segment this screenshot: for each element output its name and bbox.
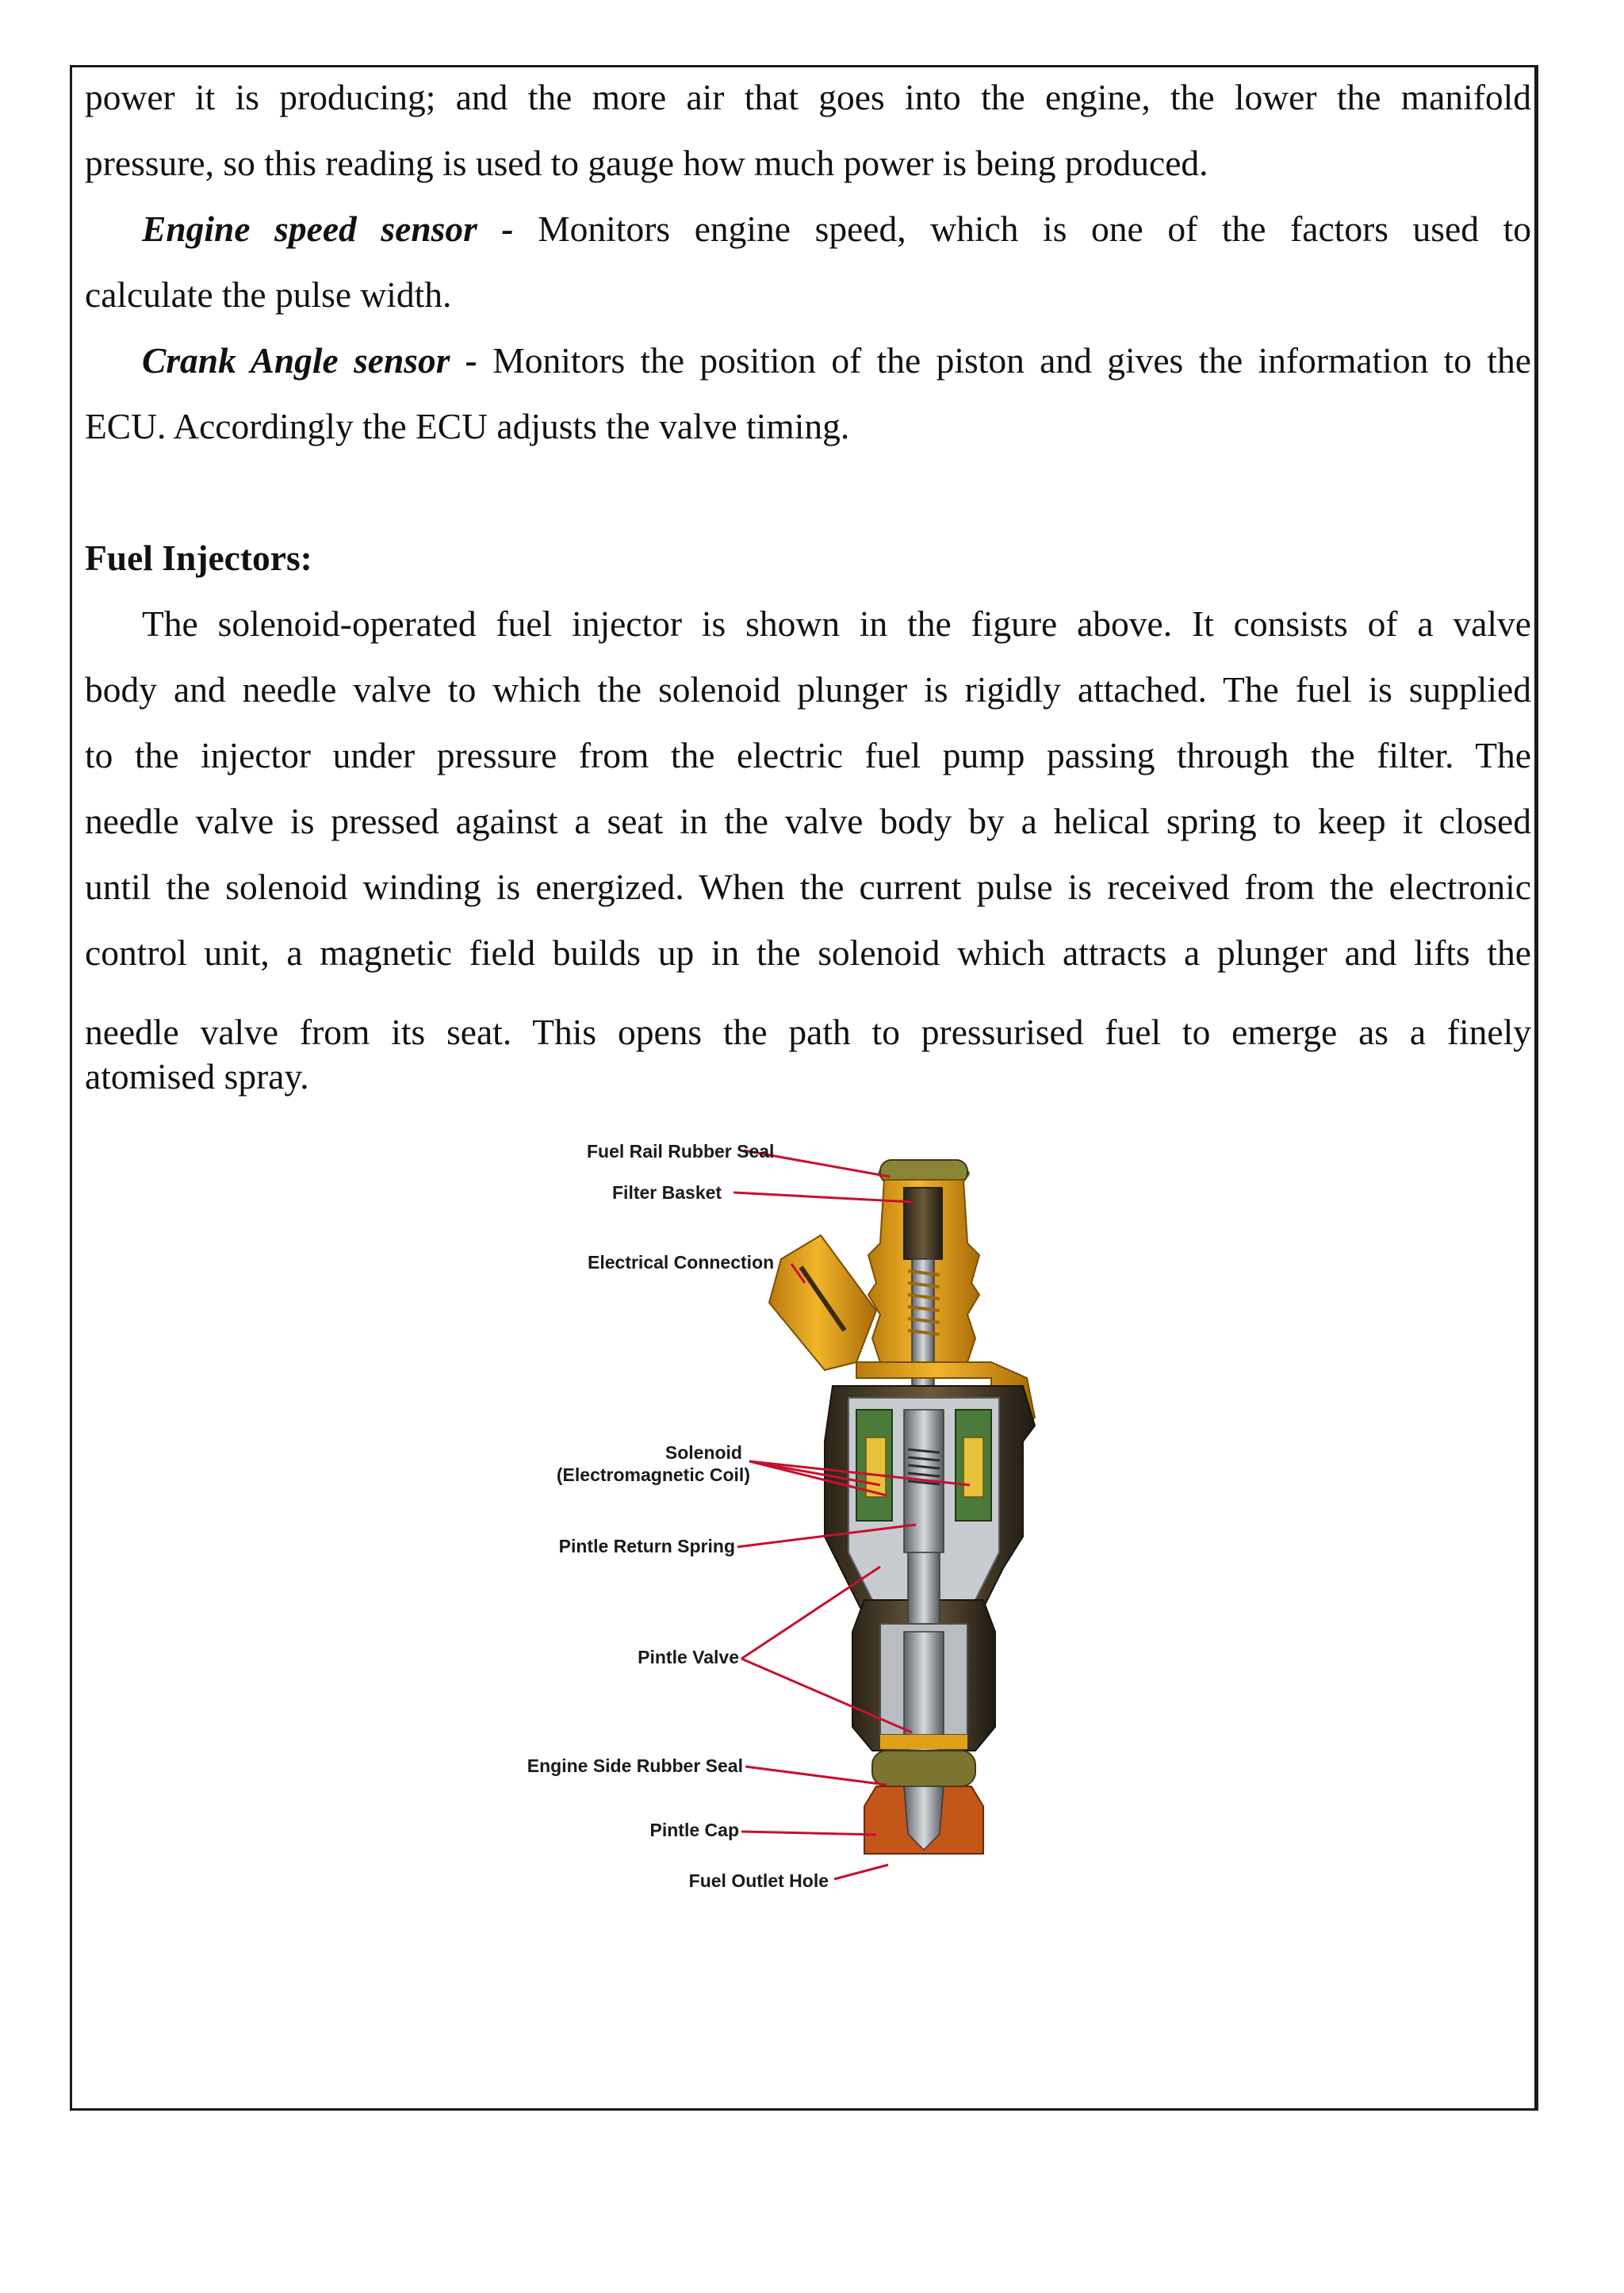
crank-angle-paragraph <box>85 327 1531 393</box>
paragraph-line: needle valve from its seat. This opens the path to pressurised fuel to emerge as a finely <box>85 1012 1531 1052</box>
label-fuel-rail-seal: Fuel Rail Rubber Seal <box>587 1141 775 1162</box>
pintle-inner <box>904 1632 944 1735</box>
engine-speed-text: Monitors engine speed, which is one of the factors used to <box>513 209 1531 249</box>
filter-basket <box>904 1188 942 1259</box>
crank-angle-text: Monitors the position of the piston and gives the information to the <box>477 340 1531 381</box>
label-electrical-connection: Electrical Connection <box>588 1252 775 1273</box>
paragraph-line: atomised spray. <box>85 1056 309 1097</box>
intro-text <box>85 64 1531 459</box>
label-pintle-valve: Pintle Valve <box>638 1647 739 1667</box>
engine-speed-paragraph <box>85 196 1531 262</box>
paragraph-line: body and needle valve to which the solenoid plunger is rigidly attached. The fuel is supplied <box>85 669 1531 710</box>
leader-pintle-cap <box>741 1832 876 1835</box>
paragraph-line: power it is producing; and the more air that goes into the engine, the lower the manifold <box>85 77 1531 117</box>
fuel-injectors-tail <box>85 1010 1531 1099</box>
injector-illustration <box>508 1124 1078 1901</box>
crank-angle-term: Crank Angle sensor - <box>142 340 477 381</box>
paragraph-line: to the injector under pressure from the electric fuel pump passing through the filter. The <box>85 735 1531 775</box>
paragraph-line: control unit, a magnetic field builds up in the solenoid which attracts a plunger and lifts the <box>85 932 1531 973</box>
leader-engine-side-seal <box>745 1767 887 1785</box>
label-pintle-return-spring: Pintle Return Spring <box>558 1536 735 1556</box>
lower-seal-band <box>880 1735 967 1749</box>
label-solenoid: Solenoid <box>665 1442 742 1463</box>
fuel-injector-diagram <box>508 1124 1078 1901</box>
paragraph-line: pressure, so this reading is used to gauge how much power is being produced. <box>85 143 1208 183</box>
paragraph-line: The solenoid-operated fuel injector is shown in the figure above. It consists of a valve <box>142 603 1531 644</box>
paragraph-line: ECU. Accordingly the ECU adjusts the valve timing. <box>85 406 850 446</box>
coil-winding-right <box>963 1437 983 1497</box>
paragraph-line: until the solenoid winding is energized. When the current pulse is received from the electronic <box>85 867 1531 907</box>
leader-fuel-outlet <box>834 1865 888 1879</box>
engine-speed-term: Engine speed sensor - <box>142 209 514 249</box>
lower-seal <box>872 1751 975 1786</box>
label-fuel-outlet-hole: Fuel Outlet Hole <box>688 1870 829 1891</box>
paragraph-line: calculate the pulse width. <box>85 274 452 315</box>
label-engine-side-seal: Engine Side Rubber Seal <box>527 1755 743 1776</box>
coil-winding-left <box>866 1437 886 1497</box>
label-solenoid-coil: (Electromagnetic Coil) <box>556 1464 750 1485</box>
label-pintle-cap: Pintle Cap <box>649 1820 739 1840</box>
label-filter-basket: Filter Basket <box>612 1182 722 1203</box>
fuel-injectors-section <box>85 525 1531 986</box>
paragraph-line: needle valve is pressed against a seat in the valve body by a helical spring to keep it closed <box>85 801 1531 841</box>
section-heading: Fuel Injectors: <box>85 538 312 578</box>
